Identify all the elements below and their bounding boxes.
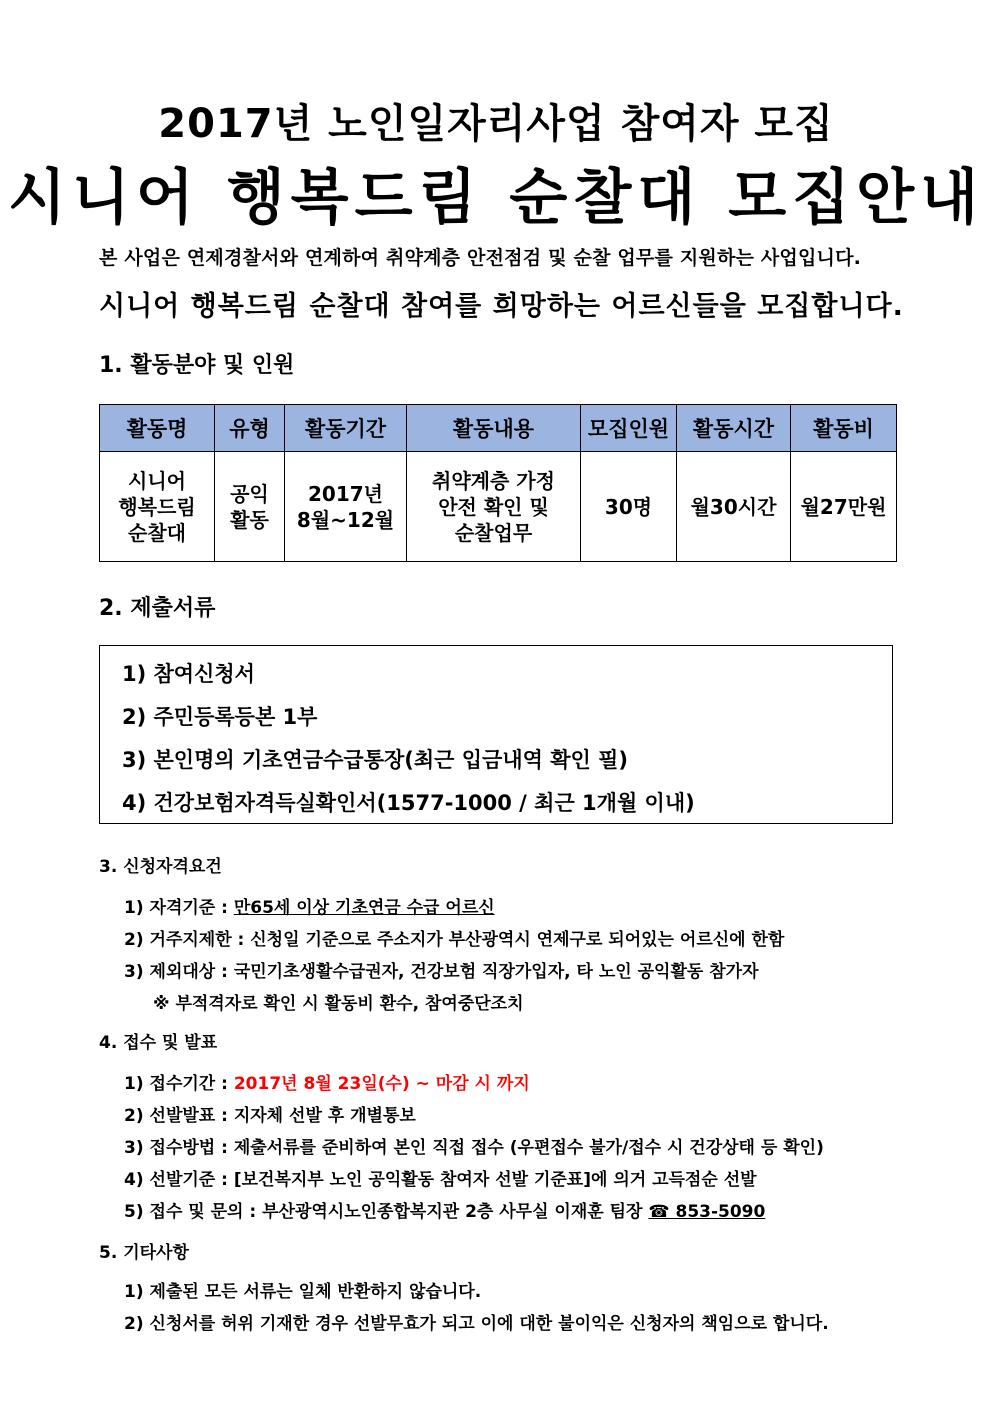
activity-hours-cell: 월30시간 [677, 452, 791, 562]
list-item: 1) 접수기간 : 2017년 8월 23일(수) ~ 마감 시 까지 [124, 1074, 530, 1094]
activity-table [99, 404, 897, 562]
table-header-row [100, 405, 897, 452]
list-item: 1) 제출된 모든 서류는 일체 반환하지 않습니다. [124, 1282, 482, 1302]
page-subtitle: 시니어 행복드림 순찰대 모집안내 [7, 163, 985, 233]
application-period: 2017년 8월 23일(수) ~ 마감 시 까지 [233, 1074, 530, 1094]
table-header-cell: 활동내용 [407, 405, 581, 452]
list-item: 1) 참여신청서 [122, 662, 255, 686]
documents-box [99, 645, 893, 824]
section-heading-documents: 2. 제출서류 [99, 596, 216, 621]
section-heading-application: 4. 접수 및 발표 [99, 1033, 218, 1053]
list-item: 2) 선발발표 : 지자체 선발 후 개별통보 [124, 1106, 416, 1126]
recruit-count-cell: 30명 [581, 452, 677, 562]
section-heading-eligibility: 3. 신청자격요건 [99, 857, 222, 877]
table-header-cell: 활동기간 [285, 405, 407, 452]
intro-text: 본 사업은 연제경찰서와 연계하여 취약계층 안전점검 및 순찰 업무를 지원하는 사업입니다. [99, 247, 862, 269]
activity-type-cell: 공익 활동 [215, 452, 285, 562]
note-text: ※ 부적격자로 확인 시 활동비 환수, 참여중단조치 [153, 994, 524, 1014]
table-header-cell: 모집인원 [581, 405, 677, 452]
table-header-cell: 유형 [215, 405, 285, 452]
contact-phone: ☎ 853-5090 [648, 1202, 766, 1222]
table-header-cell: 활동비 [791, 405, 897, 452]
table-header-cell: 활동명 [100, 405, 215, 452]
list-item: 4) 건강보험자격득실확인서(1577-1000 / 최근 1개월 이내) [122, 791, 695, 815]
list-item: 2) 주민등록등본 1부 [122, 705, 318, 729]
activity-period-cell: 2017년 8월~12월 [285, 452, 407, 562]
list-item: 3) 본인명의 기초연금수급통장(최근 입금내역 확인 필) [122, 748, 628, 772]
list-item: 3) 접수방법 : 제출서류를 준비하여 본인 직접 접수 (우편접수 불가/접수 시 건강상태 등 확인) [124, 1138, 824, 1158]
activity-content-cell: 취약계층 가정 안전 확인 및 순찰업무 [407, 452, 581, 562]
list-item: 3) 제외대상 : 국민기초생활수급권자, 건강보험 직장가입자, 타 노인 공익활동 참가자 [124, 962, 759, 982]
list-item: 4) 선발기준 : [보건복지부 노인 공익활동 참여자 선발 기준표]에 의거 고득점순 선발 [124, 1170, 757, 1190]
list-item: 1) 자격기준 : 만65세 이상 기초연금 수급 어르신 [124, 898, 495, 918]
list-item: 2) 신청서를 허위 기재한 경우 선발무효가 되고 이에 대한 불이익은 신청자의 책임으로 합니다. [124, 1314, 829, 1334]
list-item: 5) 접수 및 문의 : 부산광역시노인종합복지관 2층 사무실 이재훈 팀장 ☎ 853-5090 [124, 1202, 766, 1222]
activity-pay-cell: 월27만원 [791, 452, 897, 562]
section-heading-other: 5. 기타사항 [99, 1243, 189, 1263]
eligibility-criteria: 만65세 이상 기초연금 수급 어르신 [233, 898, 495, 918]
list-item: 2) 거주지제한 : 신청일 기준으로 주소지가 부산광역시 연제구로 되어있는 어르신에 한함 [124, 930, 785, 950]
table-row [100, 452, 897, 562]
table-header-cell: 활동시간 [677, 405, 791, 452]
intro-emphasis: 시니어 행복드림 순찰대 참여를 희망하는 어르신들을 모집합니다. [99, 291, 904, 322]
section-heading-activity: 1. 활동분야 및 인원 [99, 353, 295, 378]
page-title: 2017년 노인일자리사업 참여자 모집 [158, 101, 834, 147]
activity-name-cell: 시니어 행복드림 순찰대 [100, 452, 215, 562]
